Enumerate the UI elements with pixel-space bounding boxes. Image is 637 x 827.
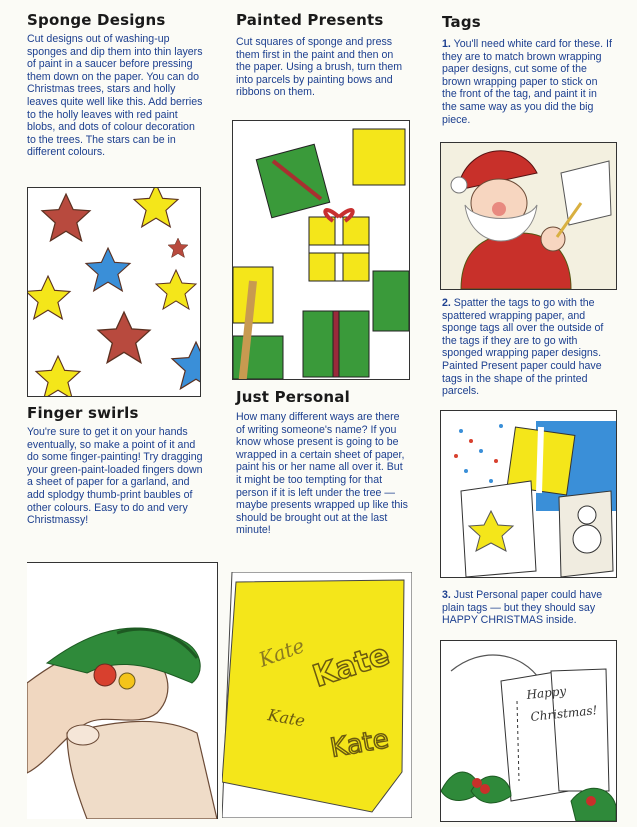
finger-svg [27,563,217,819]
kate-paper-svg [222,572,412,818]
happy-christmas-tag-illustration [440,640,617,822]
star-red [98,312,150,363]
tags-step2 [442,297,612,398]
personal-text: How many different ways are there of writing someone's name? If you know whose present is going to be wrapped in a certain sheet of paper, paint his or her name all over it. But it might be too tempting for that person if it is left under the tree — maybe presents wrapped up like this should be brought out at the last minute! [236,411,408,537]
step1-text: You'll need white card for these. If they are to match brown wrapping paper designs, cut some of the brown wrapping paper to stick on the front of the tag, and paint it in the same way as you did the big piece. [442,38,612,126]
painted-text: Cut squares of sponge and press them first in the paint and then on the paper. Using a brush, turn them into parcels by painting bows and ribbons on them. [236,36,403,99]
star-red [168,238,188,258]
kate-name: Kate [308,637,394,695]
step3-text: Just Personal paper could have plain tags — but they should say HAPPY CHRISTMAS inside. [442,589,603,627]
painted-title: Painted Presents [236,11,384,29]
spattered-tags-illustration [440,410,617,578]
sponge-text: Cut designs out of washing-up sponges and dip them into thin layers of paint in a saucer before pressing them down on the paper. You can do Christmas trees, stars and holly leaves quite well like this. Add berries to the holly leaves with red paint blobs, and dots of colour decoration to the trees. The stars can be in different colours. [27,33,203,159]
card-line2: Christmas! [529,703,598,724]
stars-svg [28,188,200,396]
kate-name: Kate [328,724,392,764]
star-blue [172,342,200,389]
star-yellow [36,356,80,396]
card-line1: Happy [525,683,567,702]
xmas-tag-svg [441,641,616,821]
tags-step1 [442,38,612,126]
kate-name: Kate [255,633,308,672]
step2-number: 2. [442,297,451,309]
star-yellow [156,270,196,309]
personal-title: Just Personal [236,388,350,406]
spatter-svg [441,411,616,577]
painted-presents-illustration [232,120,410,380]
finger-text: You're sure to get it on your hands eventually, so make a point of it and do some finger-painting! Try dragging your green-paint-loaded fingers down a sheet of paper for a garland, and add splodgy thumb-print baubles of other colours. Easy to do and very Christmassy! [27,426,203,527]
tags-step3 [442,589,612,627]
star-red [42,194,90,241]
star-yellow [28,276,70,319]
presents-svg [233,121,409,379]
sponge-title: Sponge Designs [27,11,166,29]
step2-text: Spatter the tags to go with the spattered wrapping paper, and sponge tags all over the outside of the tags if they are to go with sponged wrapping paper designs. Painted Present paper could have tags in the shape of the printed parcels. [442,297,604,398]
finger-title: Finger swirls [27,404,139,422]
tags-title: Tags [442,13,481,31]
finger-swirls-illustration [27,562,218,819]
sponge-stars-illustration [27,187,201,397]
santa-svg [441,143,616,289]
step1-number: 1. [442,38,451,50]
just-personal-illustration [222,572,412,818]
kate-name: Kate [266,705,307,731]
star-yellow [134,188,178,227]
santa-illustration [440,142,617,290]
step3-number: 3. [442,589,451,601]
star-blue [86,248,130,291]
